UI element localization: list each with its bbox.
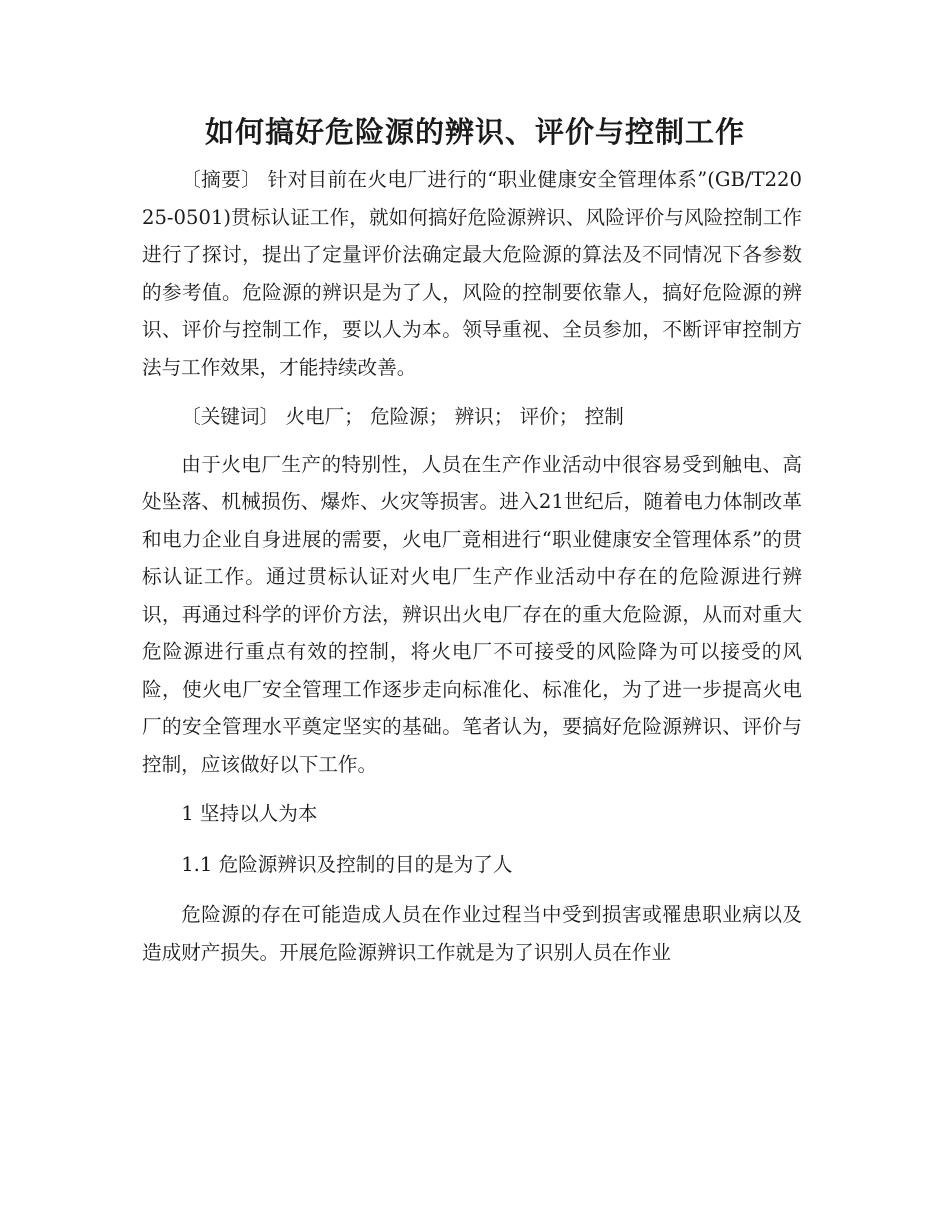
keywords-paragraph: 〔关键词〕 火电厂； 危险源； 辨识； 评价； 控制 bbox=[181, 405, 624, 428]
section-heading-1-1: 1.1 危险源辨识及控制的目的是为了人 bbox=[181, 852, 513, 876]
abstract-paragraph: 〔摘要〕 针对目前在火电厂进行的“职业健康安全管理体系”(GB/T22025-0501)贯标认证工作，就如何搞好危险源辨识、风险评价与风险控制工作进行了探讨，提出了定量评价法确定最大危险源的算法及不同情况下各参数的参考值。危险源的辨识是为了人，风险的控制要依靠人，搞好危险源的辨识、评价与控制工作，要以人为本。领导重视、全员参加，不断评审控制方法与工作效果，才能持续改善。 bbox=[142, 168, 802, 379]
intro-paragraph: 由于火电厂生产的特别性，人员在生产作业活动中很容易受到触电、高处坠落、机械损伤、爆炸、火灾等损害。进入21世纪后，随着电力体制改革和电力企业自身进展的需要，火电厂竟相进行“职业健康安全管理体系”的贯标认证工作。通过贯标认证对火电厂生产作业活动中存在的危险源进行辨识，再通过科学的评价方法，辨识出火电厂存在的重大危险源，从而对重大危险源进行重点有效的控制，将火电厂不可接受的风险降为可以接受的风险，使火电厂安全管理工作逐步走向标准化、标准化，为了进一步提高火电厂的安全管理水平奠定坚实的基础。笔者认为，要搞好危险源辨识、评价与控制，应该做好以下工作。 bbox=[142, 452, 802, 776]
document-body bbox=[142, 161, 802, 983]
section-heading-1: 1 坚持以人为本 bbox=[181, 802, 318, 825]
section-1-1-paragraph: 危险源的存在可能造成人员在作业过程当中受到损害或罹患职业病以及造成财产损失。开展危险源辨识工作就是为了识别人员在作业 bbox=[142, 903, 802, 964]
document-title: 如何搞好危险源的辨识、评价与控制工作 bbox=[204, 115, 745, 149]
